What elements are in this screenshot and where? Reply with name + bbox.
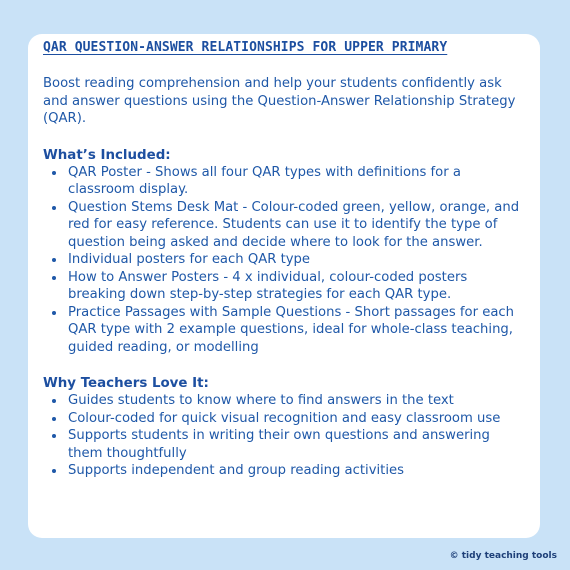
list-item: • Supports students in writing their own questions and answering them thoughtfully [66, 427, 528, 462]
list-item: • How to Answer Posters - 4 x individual, colour-coded posters breaking down step-by-step strategies for each QAR type. [66, 269, 528, 304]
page-title: QAR QUESTION-ANSWER RELATIONSHIPS FOR UPPER PRIMARY [43, 40, 448, 55]
why-heading: Why Teachers Love It: [43, 376, 209, 391]
list-item: • Individual posters for each QAR type [66, 251, 528, 269]
list-item: • Guides students to know where to find answers in the text [66, 392, 528, 410]
included-list [43, 164, 528, 357]
copyright-footer: © tidy teaching tools [449, 551, 557, 561]
why-list [43, 392, 528, 480]
intro-paragraph: Boost reading comprehension and help your students confidently ask and answer questions using the Question-Answer Relationship Strategy (QAR). [43, 76, 516, 126]
content-card [28, 34, 540, 538]
list-item: • Practice Passages with Sample Questions - Short passages for each QAR type with 2 example questions, ideal for whole-class teaching, guided reading, or modelling [66, 304, 528, 357]
list-item: • Supports independent and group reading activities [66, 462, 528, 480]
list-item: • Question Stems Desk Mat - Colour-coded green, yellow, orange, and red for easy reference. Students can use it to identify the type of question being asked and decide where to look for the answer. [66, 199, 528, 252]
list-item: • Colour-coded for quick visual recognition and easy classroom use [66, 410, 528, 428]
list-item: • QAR Poster - Shows all four QAR types with definitions for a classroom display. [66, 164, 528, 199]
included-heading: What’s Included: [43, 147, 171, 163]
